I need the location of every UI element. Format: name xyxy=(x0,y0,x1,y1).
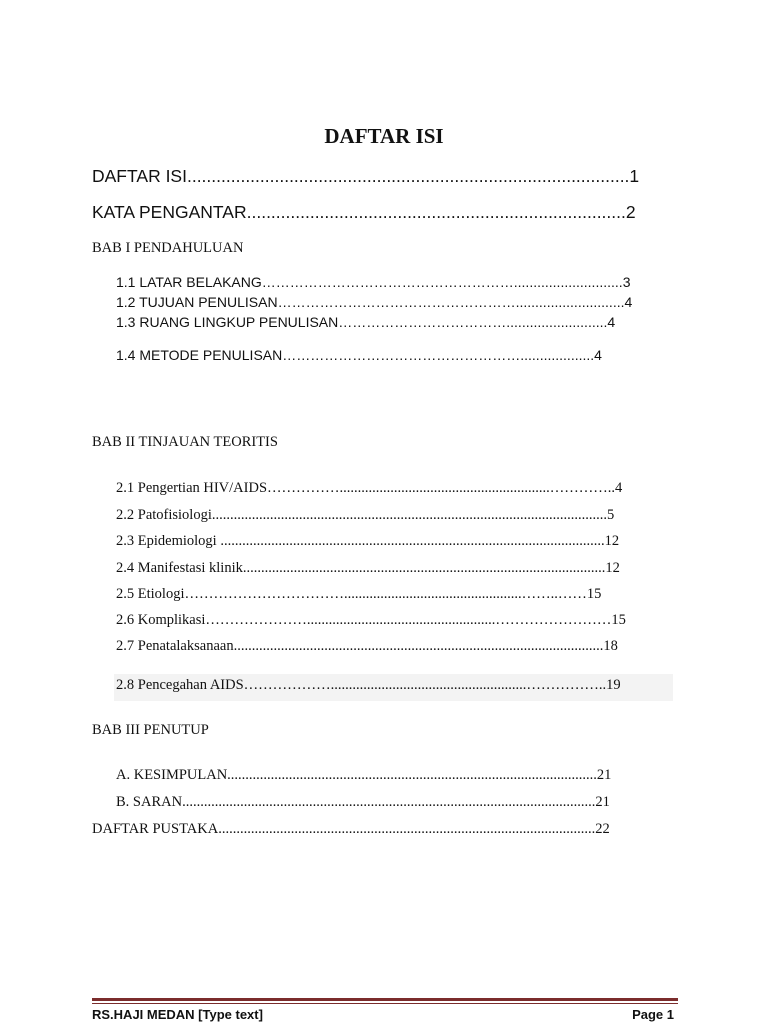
chapter-heading-bab-3: BAB III PENUTUP xyxy=(92,722,209,738)
toc-entry-leader: ........................................................................................................ xyxy=(218,821,596,837)
chapter-heading-bab-1: BAB I PENDAHULUAN xyxy=(92,240,244,256)
toc-item-label: 2.2 Patofisiologi xyxy=(116,507,212,523)
toc-item-label: 2.7 Penatalaksanaan xyxy=(116,638,234,654)
chapter-heading-bab-2: BAB II TINJAUAN TEORITIS xyxy=(92,434,278,450)
toc-item-leader: .................................................................................................... xyxy=(242,560,606,576)
toc-item[interactable] xyxy=(116,533,656,550)
toc-item[interactable] xyxy=(116,507,656,524)
toc-item-leader: ………………………………………………............................ xyxy=(261,274,623,290)
toc-item-page: 5 xyxy=(607,507,615,523)
toc-item-label: 2.3 Epidemiologi xyxy=(116,533,221,549)
toc-item-label: 2.1 Pengertian HIV/AIDS xyxy=(116,480,268,496)
toc-entry-label: DAFTAR PUSTAKA xyxy=(92,821,219,837)
toc-item[interactable] xyxy=(116,677,656,694)
toc-item-leader: …………………....................................................…………………… xyxy=(205,612,612,628)
toc-item-label: A. KESIMPULAN xyxy=(116,767,228,783)
toc-item-leader: ………………......................................................…………….. xyxy=(243,677,607,693)
footer-page-number: Page 1 xyxy=(632,1007,674,1022)
toc-item[interactable] xyxy=(116,612,656,629)
toc-item[interactable] xyxy=(116,586,656,603)
toc-entry-leader: ........................................................................................... xyxy=(186,166,630,186)
toc-item-page: 21 xyxy=(596,767,612,783)
toc-item-page: 4 xyxy=(594,347,602,363)
toc-item-page: 4 xyxy=(624,294,633,310)
toc-item[interactable] xyxy=(116,638,656,655)
toc-item-leader: ……………..........................................................………….. xyxy=(267,480,616,496)
toc-item[interactable] xyxy=(116,347,656,363)
toc-item-page: 15 xyxy=(611,612,626,628)
toc-entry-leader: .............................................................................. xyxy=(246,202,626,222)
toc-item-page: 4 xyxy=(615,480,623,496)
toc-item-label: 2.8 Pencegahan AIDS xyxy=(116,677,244,693)
toc-item-page: 3 xyxy=(622,274,631,290)
toc-item-label: 2.4 Manifestasi klinik xyxy=(116,560,243,576)
toc-item-label: 2.6 Komplikasi xyxy=(116,612,206,628)
footer-text: RS.HAJI MEDAN [Type text] xyxy=(92,1007,263,1022)
toc-entry-page: 2 xyxy=(625,202,636,222)
toc-item-page: 4 xyxy=(607,314,616,330)
toc-entry-daftar-pustaka[interactable] xyxy=(92,821,656,838)
toc-item-page: 12 xyxy=(604,533,620,549)
toc-item-leader: …………………………….................................................……..…… xyxy=(184,586,587,602)
toc-item-label: 2.5 Etiologi xyxy=(116,586,185,602)
toc-item-label: B. SARAN xyxy=(116,794,183,810)
page-title: DAFTAR ISI xyxy=(324,124,444,148)
toc-item-leader: ...................................................................................................... xyxy=(233,638,604,654)
toc-item-leader: ...................................................................................................... xyxy=(227,767,597,783)
toc-item[interactable] xyxy=(116,794,656,811)
toc-item-leader: ............................................................................................................. xyxy=(211,507,607,523)
toc-item-label: 1.1 LATAR BELAKANG xyxy=(116,274,262,290)
toc-item-page: 15 xyxy=(586,586,602,602)
toc-item-page: 19 xyxy=(606,677,621,693)
toc-entry-kata-pengantar[interactable] xyxy=(92,202,636,223)
toc-entry-label: DAFTAR ISI xyxy=(92,166,187,186)
footer-rule-thin xyxy=(92,1003,678,1004)
toc-item-page: 18 xyxy=(603,638,618,654)
toc-item-leader: .......................................................................................................... xyxy=(220,533,605,549)
toc-item-label: 1.4 METODE PENULISAN xyxy=(116,347,283,363)
toc-item[interactable] xyxy=(116,314,656,330)
toc-item[interactable] xyxy=(116,480,656,497)
toc-item[interactable] xyxy=(116,274,656,290)
toc-entry-page: 1 xyxy=(629,166,640,186)
toc-item-page: 21 xyxy=(595,794,610,810)
toc-entry-daftar-isi[interactable] xyxy=(92,166,639,187)
toc-item-page: 12 xyxy=(605,560,620,576)
toc-item[interactable] xyxy=(116,294,656,310)
toc-item[interactable] xyxy=(116,560,656,577)
toc-entry-page: 22 xyxy=(595,821,610,837)
toc-entry-label: KATA PENGANTAR xyxy=(92,202,247,222)
toc-item-label: 1.2 TUJUAN PENULISAN xyxy=(116,294,278,310)
toc-item-leader: ……………………………….......................... xyxy=(338,314,608,330)
toc-item[interactable] xyxy=(116,767,656,784)
toc-item-label: 1.3 RUANG LINGKUP PENULISAN xyxy=(116,314,339,330)
toc-item-leader: .................................................................................................................. xyxy=(182,794,596,810)
toc-item-leader: ……………………………………………............................ xyxy=(277,294,625,310)
footer-rule xyxy=(92,998,678,1001)
toc-item-leader: ……………………………………………................... xyxy=(282,347,595,363)
